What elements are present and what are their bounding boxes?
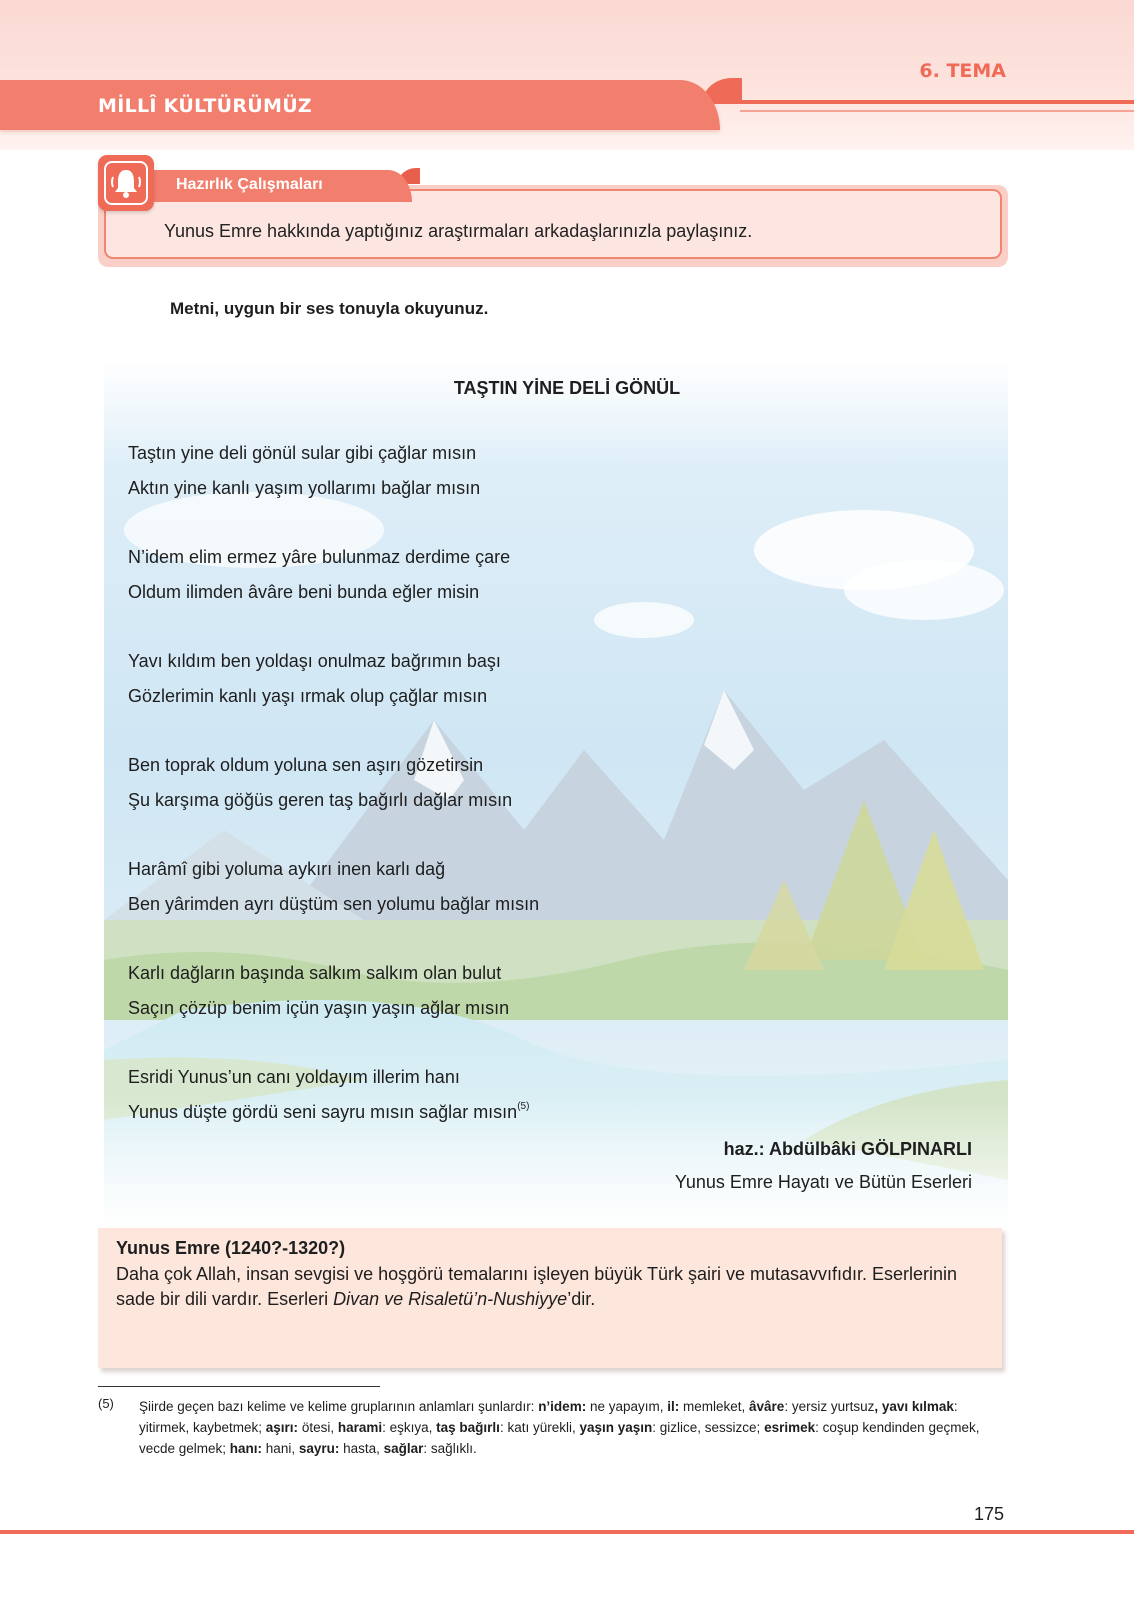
bio-works: Divan ve Risaletü’n-Nushiyye: [333, 1289, 568, 1309]
preparation-label: Hazırlık Çalışmaları: [176, 176, 323, 193]
footnote-marker: (5): [517, 1101, 530, 1112]
bio-text-end: ’dir.: [567, 1289, 596, 1309]
footnote-meaning: ötesi,: [298, 1420, 338, 1435]
footnote-meaning: : yersiz yurtsuz: [784, 1399, 875, 1414]
footnote-term: , yavı kılmak: [874, 1399, 954, 1414]
poem-line-text: Yunus düşte gördü seni sayru mısın sağlar mısın: [128, 1102, 518, 1122]
poem-line: Karlı dağların başında salkım salkım olan bulut: [128, 963, 502, 983]
poem-line: Gözlerimin kanlı yaşı ırmak olup çağlar mısın: [128, 686, 488, 706]
poem-line: Yavı kıldım ben yoldaşı onulmaz bağrımın başı: [128, 651, 501, 671]
poem-source: Yunus Emre Hayatı ve Bütün Eserleri: [674, 1172, 972, 1192]
theme-divider: [726, 100, 1134, 104]
footnote-term: esrimek: [764, 1420, 816, 1435]
footnote-term: âvâre: [749, 1399, 785, 1414]
poem-line: Ben yârimden ayrı düştüm sen yolumu bağlar mısın: [128, 894, 540, 914]
page-number: 175: [973, 1504, 1004, 1524]
bell-icon: [98, 155, 154, 211]
poem-line: Taştın yine deli gönül sular gibi çağlar mısın: [128, 443, 477, 463]
footnote-intro: Şiirde geçen bazı kelime ve kelime gruplarının anlamları şunlardır:: [139, 1399, 539, 1414]
bio-text-part: Daha çok Allah, insan sevgisi ve hoşgörü temalarını işleyen büyük Türk şairi ve mutasavvıfıdır. Eserlerinin sade bir dili vardır. Eserleri: [116, 1264, 958, 1309]
poem-line: Esridi Yunus’un canı yoldayım illerim hanı: [128, 1067, 460, 1087]
footnote-meaning: : coşup kendinden geçmek, vecde gelmek;: [139, 1420, 980, 1456]
footnote-meaning: ne yapayım,: [586, 1399, 668, 1414]
footnote-term: il:: [667, 1399, 680, 1414]
footnote-divider: [98, 1386, 380, 1387]
poem-line: Aktın yine kanlı yaşım yollarımı bağlar mısın: [128, 478, 481, 498]
footnote-meaning: : yitirmek, kaybetmek;: [139, 1399, 958, 1435]
footnote-text: [139, 1396, 1007, 1459]
theme-label: 6. TEMA: [919, 60, 1006, 82]
theme-divider-thin: [740, 110, 1134, 112]
footnote-meaning: : eşkıya,: [382, 1420, 437, 1435]
poem-line: Oldum ilimden âvâre beni bunda eğler misin: [128, 582, 480, 602]
unit-title: MİLLÎ KÜLTÜRÜMÜZ: [98, 95, 313, 117]
poem-line: Harâmî gibi yoluma aykırı inen karlı dağ: [128, 859, 446, 879]
footnote-term: aşırı:: [265, 1420, 299, 1435]
poem-line: Ben toprak oldum yoluna sen aşırı gözetirsin: [128, 755, 484, 775]
poem-line: Saçın çözüp benim içün yaşın yaşın ağlar mısın: [128, 998, 510, 1018]
footnote-term: hanı:: [229, 1441, 263, 1456]
footnote-term: yaşın yaşın: [579, 1420, 653, 1435]
footnote-meaning: : gizlice, sessizce;: [652, 1420, 765, 1435]
author-bio-text: [116, 1262, 996, 1312]
footnote-number: (5): [98, 1396, 114, 1411]
footnote-term: harami: [337, 1420, 383, 1435]
poem-attribution: haz.: Abdülbâki GÖLPINARLI: [723, 1139, 972, 1159]
poem-title: TAŞTIN YİNE DELİ GÖNÜL: [453, 378, 681, 398]
footnote-meaning: hani,: [262, 1441, 299, 1456]
footnote-meaning: memleket,: [679, 1399, 750, 1414]
footnote-term: sayru:: [298, 1441, 340, 1456]
poem-line-last: [128, 1102, 529, 1123]
preparation-text: Yunus Emre hakkında yaptığınız araştırmaları arkadaşlarınızla paylaşınız.: [164, 221, 753, 241]
footnote-term: n’idem:: [538, 1399, 587, 1414]
footnote-meaning: hasta,: [339, 1441, 384, 1456]
footnote-meaning: : katı yürekli,: [499, 1420, 580, 1435]
poem-line: N’idem elim ermez yâre bulunmaz derdime çare: [128, 547, 511, 567]
footnote-term: sağlar: [383, 1441, 424, 1456]
footnote-term: taş bağırlı: [436, 1420, 500, 1435]
footnote-meaning: : sağlıklı.: [423, 1441, 477, 1456]
poem-line: Şu karşıma göğüs geren taş bağırlı dağlar mısın: [128, 790, 513, 810]
reading-instruction: Metni, uygun bir ses tonuyla okuyunuz.: [170, 299, 489, 318]
author-bio-heading: Yunus Emre (1240?-1320?): [116, 1238, 346, 1258]
footer-line: [0, 1530, 1134, 1534]
